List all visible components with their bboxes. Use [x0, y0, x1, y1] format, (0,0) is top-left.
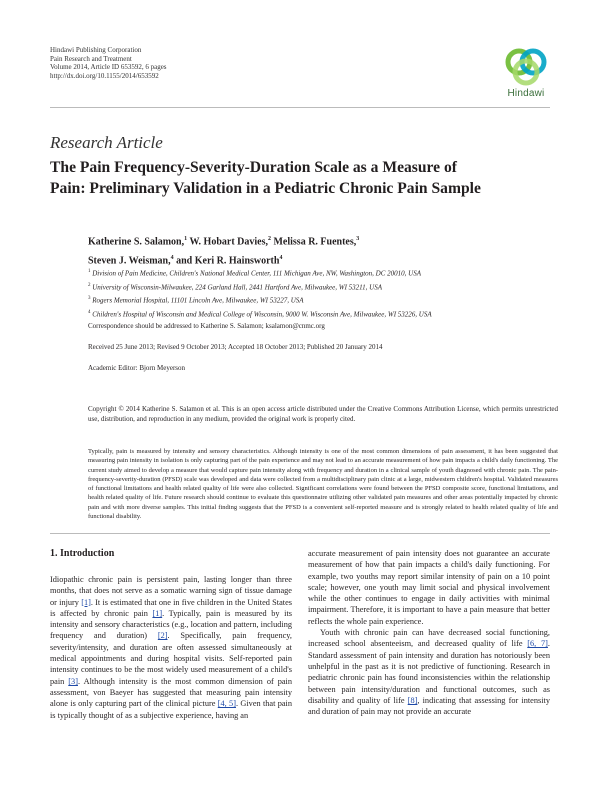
author-affiliation-marker: 4 [279, 255, 283, 262]
author-affiliation-marker: 1 [184, 236, 188, 242]
affiliation-marker: 3 [88, 296, 91, 302]
copyright-notice: Copyright © 2014 Katherine S. Salamon et al. This is an open access article distributed under the Creative Commons Attribution License, which permits unrestricted use, distribution, and reproduction in any medium, provided the original work is properly cited. [88, 405, 558, 423]
affiliation [88, 293, 558, 307]
academic-editor: Academic Editor: Bjorn Meyerson [88, 364, 186, 372]
citation-link[interactable]: [4, 5] [217, 699, 236, 709]
text-run: . Although intensity is the most common dimension of pain assessment, von Baeyer has suggested that measuring pain intensity alone is only capturing part of the clinical picture [50, 676, 293, 709]
body-column-left [50, 574, 292, 721]
doi-link[interactable]: http://dx.doi.org/10.1155/2014/653592 [50, 71, 159, 80]
author-affiliation-marker: 2 [267, 236, 271, 242]
author-affiliation-marker: 4 [170, 255, 174, 262]
publisher-name: Hindawi Publishing Corporation [50, 46, 142, 54]
paragraph [308, 627, 550, 717]
affiliation-marker: 1 [88, 269, 91, 274]
citation-link[interactable]: [1] [81, 597, 91, 607]
affiliation [88, 280, 558, 294]
journal-header [50, 46, 167, 80]
affiliation-text: University of Wisconsin-Milwaukee, 224 Garland Hall, 2441 Hartford Ave, Milwaukee, WI 53211, USA [92, 282, 382, 291]
author-name: and Keri R. Hainsworth [176, 255, 280, 267]
text-run: . Standard assessment of pain intensity and duration has notoriously been unhelpful in the past as it is not predictive of functioning. Research in pediatric chronic pain has found inconsistencies within the relationship between pain intensity/duration and functional outcomes, such as disability and quality of life [308, 639, 550, 705]
publication-dates: Received 25 June 2013; Revised 9 October 2013; Accepted 18 October 2013; Published 20 January 2014 [88, 343, 383, 351]
article-title [50, 157, 560, 199]
affiliation-marker: 4 [88, 309, 91, 315]
citation-link[interactable]: [2] [157, 631, 168, 641]
hindawi-logo [494, 46, 558, 106]
text-run: . Specifically, pain frequency, severity/intensity, and duration are often assessed simultaneously at medical appointments and during hospital visits. Self-reported pain intensity continues to be the most widely used measurement of a child's pain [50, 631, 292, 686]
text-run: . Given that pain is typically thought of as a subjective experience, having an [50, 699, 292, 720]
correspondence: Correspondence should be addressed to Katherine S. Salamon; ksalamon@cnmc.org [88, 322, 325, 330]
journal-name: Pain Research and Treatment [50, 54, 132, 63]
hindawi-logo-icon [503, 46, 549, 86]
citation-link[interactable]: [8] [407, 695, 418, 705]
affiliation-text: Rogers Memorial Hospital, 11101 Lincoln Ave, Milwaukee, WI 53227, USA [92, 296, 304, 305]
text-run: . It is estimated that one in five children in the United States is affected by chronic pain [50, 597, 292, 618]
paragraph [50, 574, 292, 721]
text-run: Youth with chronic pain can have decreased social functioning, increased school absenteeism, and decreased quality of life [308, 628, 550, 649]
logo-wordmark: Hindawi [507, 88, 545, 99]
author-list [88, 231, 558, 270]
author-name: Katherine S. Salamon, [88, 236, 185, 248]
text-run: , indicating that assessing for intensity and duration of pain may not provide an accurate [308, 695, 551, 717]
affiliation-list [88, 266, 558, 321]
affiliation [88, 266, 558, 280]
text-run: Idiopathic chronic pain is persistent pain, lasting longer than three months, that does not serve as a somatic warning sign of tissue damage or injury [50, 575, 292, 607]
affiliation-marker: 2 [88, 282, 91, 288]
header-divider [50, 107, 550, 108]
section-heading: 1. Introduction [50, 548, 115, 559]
author-affiliation-marker: 3 [356, 236, 360, 242]
author-name: Steven J. Weisman, [88, 255, 171, 267]
author-name: W. Hobart Davies, [189, 236, 268, 248]
article-type: Research Article [50, 133, 163, 152]
affiliation-text: Division of Pain Medicine, Children's National Medical Center, 111 Michigan Ave, NW, Washington, DC 20010, USA [92, 269, 421, 278]
citation-link[interactable]: [3] [68, 676, 78, 686]
author-name: Melissa R. Fuentes, [273, 236, 357, 248]
title-line: Pain: Preliminary Validation in a Pediatric Chronic Pain Sample [50, 180, 481, 197]
paragraph: accurate measurement of pain intensity does not guarantee an accurate measurement of how that pain impacts a child's daily functioning. For example, two youths may report similar intensity of pain on a 10 point scale; however, one youth may limit social and physical involvement while the other continues to engage in daily activities with minimal impairment. Therefore, it is important to have a pain measure that better reflects the whole pain experience. [308, 549, 550, 626]
title-line: The Pain Frequency-Severity-Duration Scale as a Measure of [50, 159, 457, 176]
affiliation [88, 307, 558, 321]
citation-link[interactable]: [1] [152, 608, 163, 618]
text-run: . Typically, pain is measured by its intensity and sensory characteristics (e.g., location and pattern, including frequency and duration) [50, 608, 292, 641]
volume-info: Volume 2014, Article ID 653592, 6 pages [50, 63, 167, 72]
body-column-right [308, 548, 550, 717]
citation-link[interactable]: [6, 7] [527, 639, 548, 649]
abstract: Typically, pain is measured by intensity and sensory characteristics. Although intensity is one of the most common dimensions of pain assessment, it has been suggested that measuring pain intensity in isolation is only capturing part of the pain experience and may not lead to an accurate measurement of how pain impacts a child's daily functioning. The current study aimed to develop a measure that would capture pain intensity along with frequency and duration in a clinical sample of youth diagnosed with chronic pain. The pain-frequency-severity-duration (PFSD) scale was developed and data were collected from a multidisciplinary pain clinic at a large, midwestern children's hospital. Validated measures of functional limitations and health related quality of life were also collected. Significant correlations were found between the PFSD composite score, functional limitations, and health related quality of life. Future research should continue to evaluate this questionnaire utilizing other validated pain measures and other areas potentially impacted by chronic pain and with more diverse samples. This initial finding suggests that the PFSD is a convenient self-reported measure and is strongly related to health related quality of life and functional disability. [88, 448, 558, 521]
abstract-divider [50, 533, 550, 534]
affiliation-text: Children's Hospital of Wisconsin and Medical College of Wisconsin, 9000 W. Wisconsin Ave, Milwaukee, WI 53226, USA [92, 310, 432, 319]
